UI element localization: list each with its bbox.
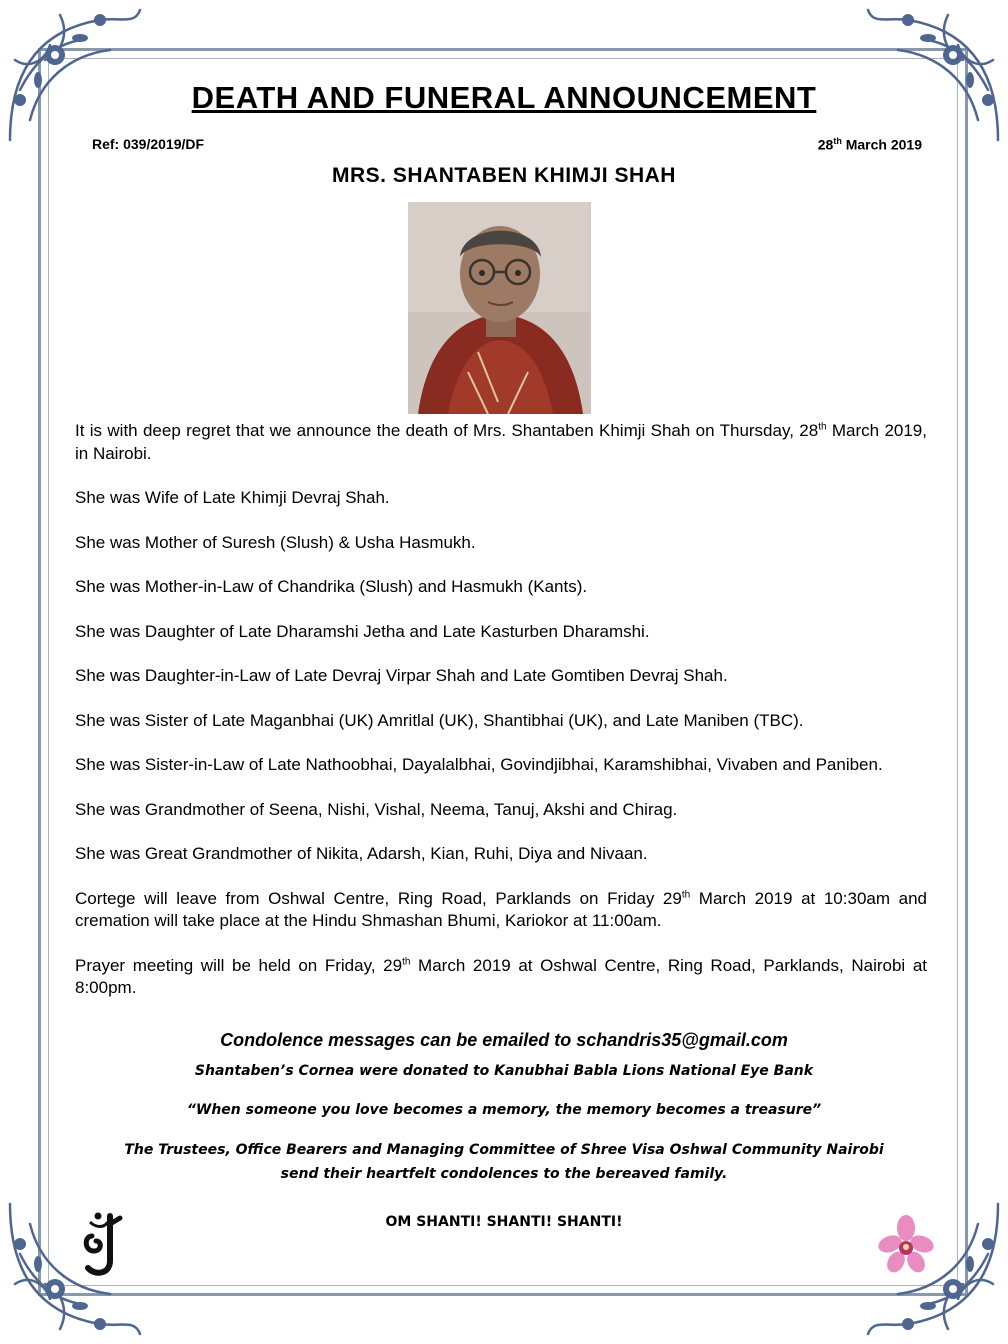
- cortege-paragraph: Cortege will leave from Oshwal Centre, Ring Road, Parklands on Friday 29th March 2019 at 10:30am and cremation will take place at the Hindu Shmashan Bhumi, Kariokor at 11:00am.: [75, 888, 927, 930]
- relation-paragraph: She was Mother-in-Law of Chandrika (Slush) and Hasmukh (Kants).: [75, 577, 588, 596]
- announcement-date: 28th March 2019: [817, 136, 922, 153]
- relation-paragraph: She was Daughter-in-Law of Late Devraj Virpar Shah and Late Gomtiben Devraj Shah.: [75, 666, 728, 685]
- relation-paragraph: She was Sister of Late Maganbhai (UK) Amritlal (UK), Shantibhai (UK), and Late Maniben (TBC).: [75, 710, 804, 730]
- jain-symbol-icon: [80, 1206, 126, 1282]
- trustees-line-2: send their heartfelt condolences to the bereaved family.: [280, 1166, 728, 1182]
- closing-prayer: OM SHANTI! SHANTI! SHANTI!: [385, 1214, 623, 1230]
- deceased-name: MRS. SHANTABEN KHIMJI SHAH: [332, 164, 676, 187]
- prayer-paragraph: Prayer meeting will be held on Friday, 29th March 2019 at Oshwal Centre, Ring Road, Parklands, Nairobi at 8:00pm.: [75, 955, 928, 997]
- memorial-quote: “When someone you love becomes a memory, the memory becomes a treasure”: [186, 1102, 822, 1118]
- relation-paragraph: She was Mother of Suresh (Slush) & Usha Hasmukh.: [75, 532, 476, 552]
- reference-number: Ref: 039/2019/DF: [92, 136, 205, 152]
- page-title: DEATH AND FUNERAL ANNOUNCEMENT: [191, 80, 817, 115]
- corner-ornament-icon: [858, 0, 1008, 150]
- relation-paragraph: She was Great Grandmother of Nikita, Adarsh, Kian, Ruhi, Diya and Nivaan.: [75, 844, 648, 863]
- portrait-photo: [408, 202, 591, 414]
- intro-paragraph: It is with deep regret that we announce the death of Mrs. Shantaben Khimji Shah on Thursday, 28th March 2019, in Nairobi.: [75, 421, 927, 463]
- relation-paragraph: She was Sister-in-Law of Late Nathoobhai, Dayalalbhai, Govindjibhai, Karamshibhai, Vivaben and Paniben.: [75, 755, 883, 774]
- orchid-flower-icon: [878, 1214, 934, 1278]
- relation-paragraph: She was Daughter of Late Dharamshi Jetha and Late Kasturben Dharamshi.: [75, 621, 650, 641]
- cornea-donation-line: Shantaben’s Cornea were donated to Kanubhai Babla Lions National Eye Bank: [194, 1063, 814, 1079]
- trustees-line-1: The Trustees, Office Bearers and Managing Committee of Shree Visa Oshwal Community Nairobi: [124, 1142, 884, 1158]
- corner-ornament-icon: [0, 0, 150, 150]
- relation-paragraph: She was Wife of Late Khimji Devraj Shah.: [75, 488, 390, 507]
- relation-paragraph: She was Grandmother of Seena, Nishi, Vishal, Neema, Tanuj, Akshi and Chirag.: [75, 799, 678, 819]
- announcement-body: [75, 420, 927, 1022]
- condolence-email-line: Condolence messages can be emailed to schandris35@gmail.com: [220, 1030, 788, 1050]
